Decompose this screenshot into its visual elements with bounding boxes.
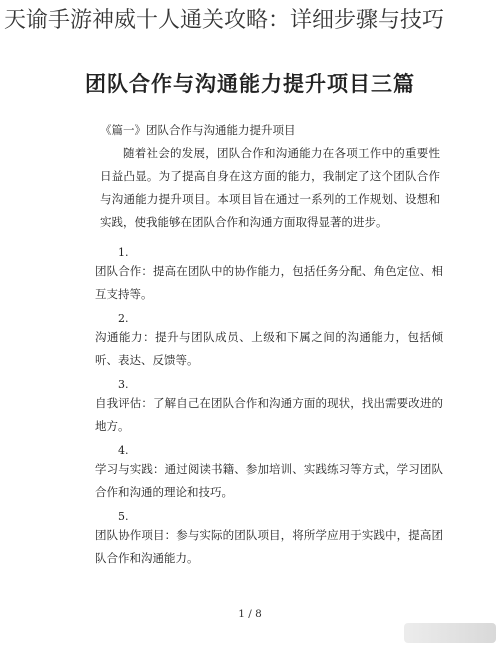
section-text: 学习与实践：通过阅读书籍、参加培训、实践练习等方式，学习团队合作和沟通的理论和技巧。 bbox=[95, 462, 443, 499]
section-number: 4. bbox=[118, 444, 129, 457]
section-text: 自我评估：了解自己在团队合作和沟通方面的现状，找出需要改进的地方。 bbox=[95, 396, 443, 433]
section-number: 5. bbox=[118, 510, 129, 523]
document-subtitle: 《篇一》团队合作与沟通能力提升项目 bbox=[100, 123, 296, 137]
intro-paragraph: 随着社会的发展，团队合作和沟通能力在各项工作中的重要性日益凸显。为了提高自身在这方面的能力，我制定了这个团队合作与沟通能力提升项目。本项目旨在通过一系列的工作规划、设想和实践，使我能够在团队合作和沟通方面取得显著的进步。 bbox=[100, 146, 440, 229]
section-number: 2. bbox=[118, 312, 129, 325]
watermark-logo bbox=[404, 623, 496, 643]
document-title: 团队合作与沟通能力提升项目三篇 bbox=[85, 71, 415, 96]
section-number: 1. bbox=[118, 246, 129, 259]
section-text: 沟通能力：提升与团队成员、上级和下属之间的沟通能力，包括倾听、表达、反馈等。 bbox=[95, 330, 443, 367]
page-title: 天谕手游神威十人通关攻略：详细步骤与技巧 bbox=[4, 8, 445, 33]
section-text: 团队合作：提高在团队中的协作能力，包括任务分配、角色定位、相互支持等。 bbox=[95, 264, 443, 301]
page-number: 1 / 8 bbox=[238, 608, 262, 620]
section-number: 3. bbox=[118, 378, 129, 391]
section-text: 团队协作项目：参与实际的团队项目，将所学应用于实践中，提高团队合作和沟通能力。 bbox=[95, 528, 443, 565]
document-page bbox=[0, 70, 500, 647]
